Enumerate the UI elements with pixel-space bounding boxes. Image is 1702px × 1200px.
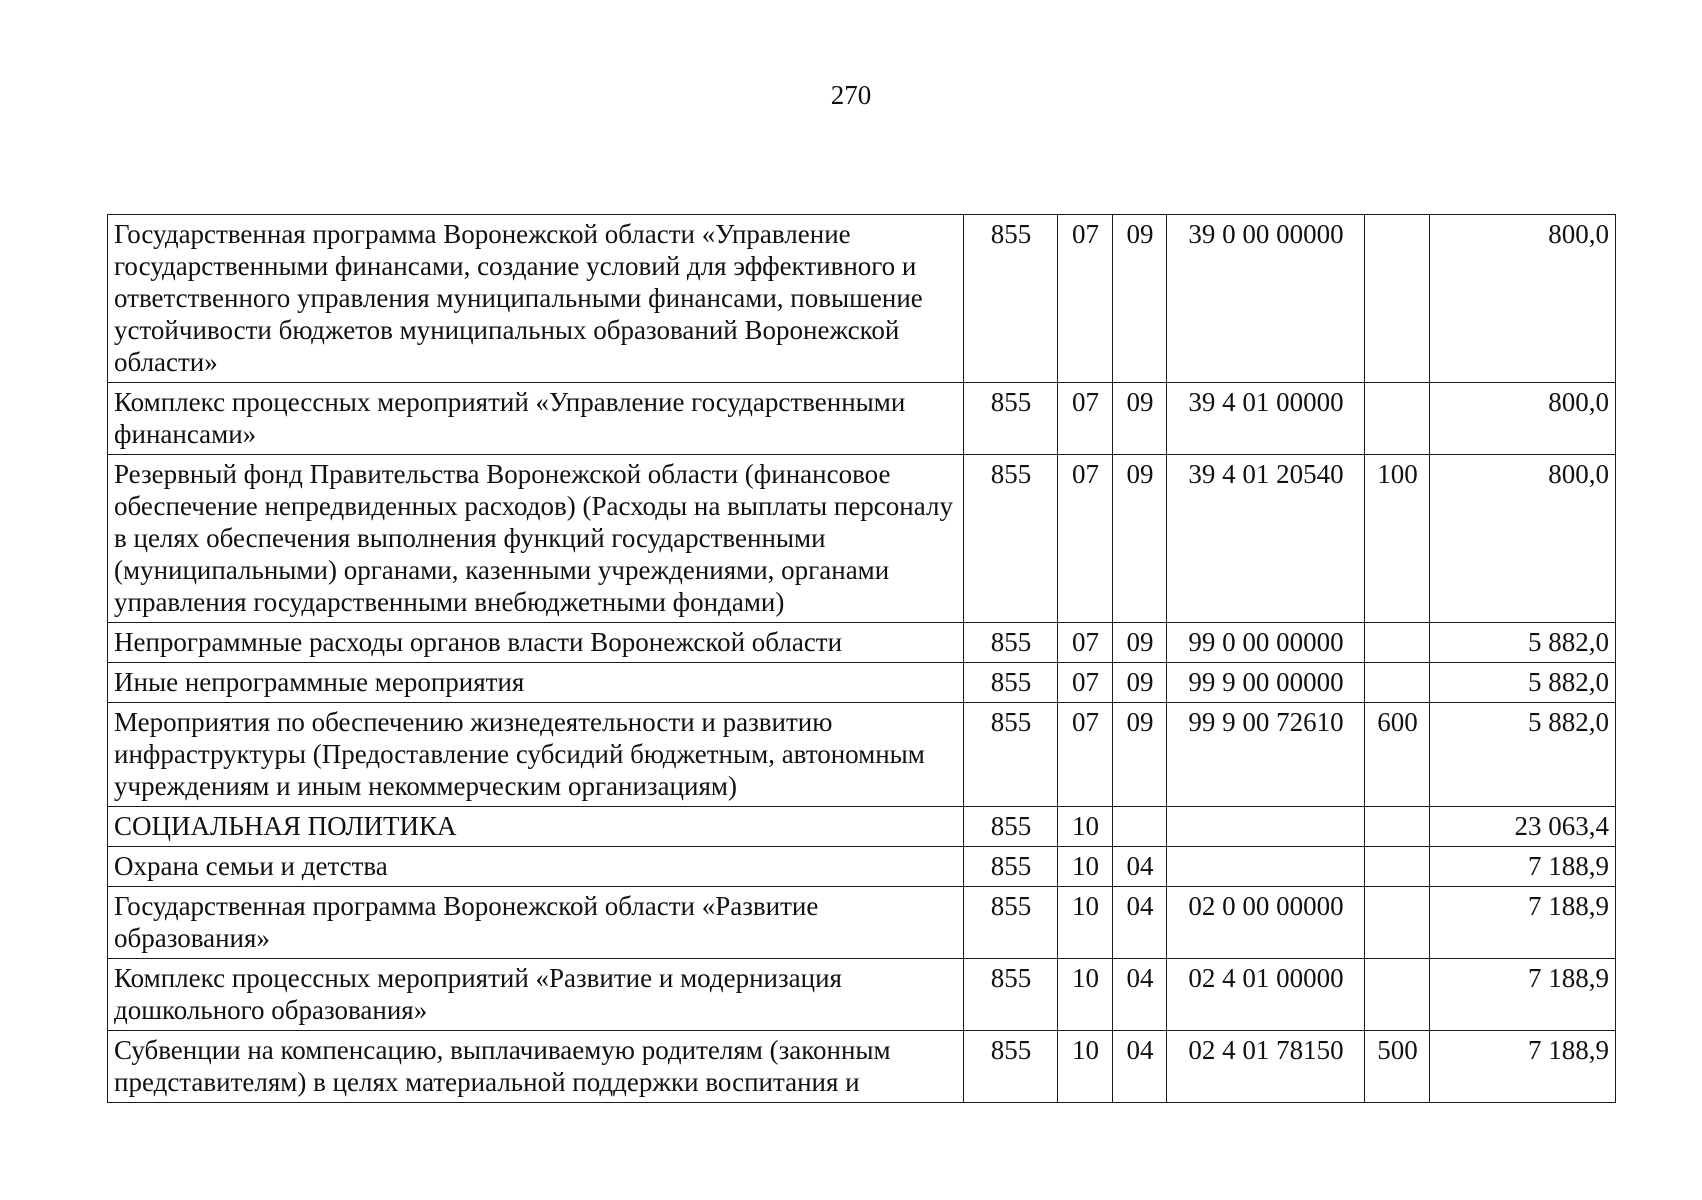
- amount-cell: 7 188,9: [1430, 887, 1616, 959]
- expense-type-cell: [1365, 623, 1430, 663]
- table-row: [108, 215, 1616, 383]
- expense-type-cell: [1365, 807, 1430, 847]
- expense-name-cell: Непрограммные расходы органов власти Воронежской области: [108, 623, 964, 663]
- grbs-code-cell: 855: [964, 703, 1058, 807]
- subsection-code-cell: 09: [1113, 215, 1167, 383]
- grbs-code-cell: 855: [964, 215, 1058, 383]
- table-row: [108, 1031, 1616, 1103]
- section-code-cell: 10: [1058, 887, 1113, 959]
- budget-table-body: [108, 215, 1616, 1103]
- expense-type-cell: 600: [1365, 703, 1430, 807]
- subsection-code-cell: 09: [1113, 383, 1167, 455]
- table-row: [108, 959, 1616, 1031]
- section-code-cell: 07: [1058, 623, 1113, 663]
- amount-cell: 23 063,4: [1430, 807, 1616, 847]
- target-article-cell: 02 4 01 00000: [1167, 959, 1365, 1031]
- amount-cell: 5 882,0: [1430, 623, 1616, 663]
- expense-name-cell: Комплекс процессных мероприятий «Управление государственными финансами»: [108, 383, 964, 455]
- subsection-code-cell: [1113, 807, 1167, 847]
- amount-cell: 5 882,0: [1430, 663, 1616, 703]
- expense-name-cell: Иные непрограммные мероприятия: [108, 663, 964, 703]
- table-row: [108, 455, 1616, 623]
- grbs-code-cell: 855: [964, 1031, 1058, 1103]
- target-article-cell: 02 4 01 78150: [1167, 1031, 1365, 1103]
- table-row: [108, 383, 1616, 455]
- expense-type-cell: [1365, 215, 1430, 383]
- expense-type-cell: [1365, 847, 1430, 887]
- grbs-code-cell: 855: [964, 887, 1058, 959]
- expense-name-cell: Субвенции на компенсацию, выплачиваемую родителям (законным представителям) в целях материальной поддержки воспитания и: [108, 1031, 964, 1103]
- amount-cell: 5 882,0: [1430, 703, 1616, 807]
- expense-type-cell: [1365, 959, 1430, 1031]
- grbs-code-cell: 855: [964, 383, 1058, 455]
- table-row: [108, 807, 1616, 847]
- section-code-cell: 07: [1058, 455, 1113, 623]
- expense-name-cell: Комплекс процессных мероприятий «Развитие и модернизация дошкольного образования»: [108, 959, 964, 1031]
- expense-name-cell: Государственная программа Воронежской области «Управление государственными финансами, создание условий для эффективного и ответственного управления муниципальными финансами, повышение устойчивости бюджетов муниципальных образований Воронежской области»: [108, 215, 964, 383]
- target-article-cell: 99 9 00 72610: [1167, 703, 1365, 807]
- target-article-cell: 39 4 01 20540: [1167, 455, 1365, 623]
- expense-type-cell: 500: [1365, 1031, 1430, 1103]
- section-code-cell: 07: [1058, 703, 1113, 807]
- expense-name-cell: СОЦИАЛЬНАЯ ПОЛИТИКА: [108, 807, 964, 847]
- subsection-code-cell: 04: [1113, 959, 1167, 1031]
- section-code-cell: 10: [1058, 959, 1113, 1031]
- section-code-cell: 07: [1058, 215, 1113, 383]
- page-number: 270: [830, 80, 872, 110]
- target-article-cell: [1167, 847, 1365, 887]
- table-row: [108, 623, 1616, 663]
- target-article-cell: [1167, 807, 1365, 847]
- grbs-code-cell: 855: [964, 455, 1058, 623]
- section-code-cell: 07: [1058, 663, 1113, 703]
- expense-type-cell: [1365, 383, 1430, 455]
- amount-cell: 800,0: [1430, 455, 1616, 623]
- target-article-cell: 99 9 00 00000: [1167, 663, 1365, 703]
- subsection-code-cell: 04: [1113, 847, 1167, 887]
- section-code-cell: 07: [1058, 383, 1113, 455]
- table-row: [108, 703, 1616, 807]
- amount-cell: 7 188,9: [1430, 1031, 1616, 1103]
- section-code-cell: 10: [1058, 1031, 1113, 1103]
- subsection-code-cell: 09: [1113, 455, 1167, 623]
- grbs-code-cell: 855: [964, 959, 1058, 1031]
- grbs-code-cell: 855: [964, 663, 1058, 703]
- table-row: [108, 663, 1616, 703]
- budget-table: [107, 214, 1616, 1103]
- amount-cell: 800,0: [1430, 383, 1616, 455]
- subsection-code-cell: 09: [1113, 623, 1167, 663]
- table-row: [108, 887, 1616, 959]
- section-code-cell: 10: [1058, 807, 1113, 847]
- expense-type-cell: [1365, 663, 1430, 703]
- expense-type-cell: 100: [1365, 455, 1430, 623]
- expense-name-cell: Резервный фонд Правительства Воронежской области (финансовое обеспечение непредвиденных расходов) (Расходы на выплаты персоналу в целях обеспечения выполнения функций государственными (муниципальными) органами, казенными учреждениями, органами управления государственными внебюджетными фондами): [108, 455, 964, 623]
- grbs-code-cell: 855: [964, 807, 1058, 847]
- expense-name-cell: Охрана семьи и детства: [108, 847, 964, 887]
- subsection-code-cell: 04: [1113, 887, 1167, 959]
- subsection-code-cell: 04: [1113, 1031, 1167, 1103]
- expense-type-cell: [1365, 887, 1430, 959]
- amount-cell: 7 188,9: [1430, 959, 1616, 1031]
- grbs-code-cell: 855: [964, 847, 1058, 887]
- amount-cell: 7 188,9: [1430, 847, 1616, 887]
- section-code-cell: 10: [1058, 847, 1113, 887]
- subsection-code-cell: 09: [1113, 663, 1167, 703]
- table-row: [108, 847, 1616, 887]
- subsection-code-cell: 09: [1113, 703, 1167, 807]
- target-article-cell: 39 4 01 00000: [1167, 383, 1365, 455]
- grbs-code-cell: 855: [964, 623, 1058, 663]
- target-article-cell: 39 0 00 00000: [1167, 215, 1365, 383]
- target-article-cell: 99 0 00 00000: [1167, 623, 1365, 663]
- amount-cell: 800,0: [1430, 215, 1616, 383]
- expense-name-cell: Мероприятия по обеспечению жизнедеятельности и развитию инфраструктуры (Предоставление субсидий бюджетным, автономным учреждениям и иным некоммерческим организациям): [108, 703, 964, 807]
- target-article-cell: 02 0 00 00000: [1167, 887, 1365, 959]
- expense-name-cell: Государственная программа Воронежской области «Развитие образования»: [108, 887, 964, 959]
